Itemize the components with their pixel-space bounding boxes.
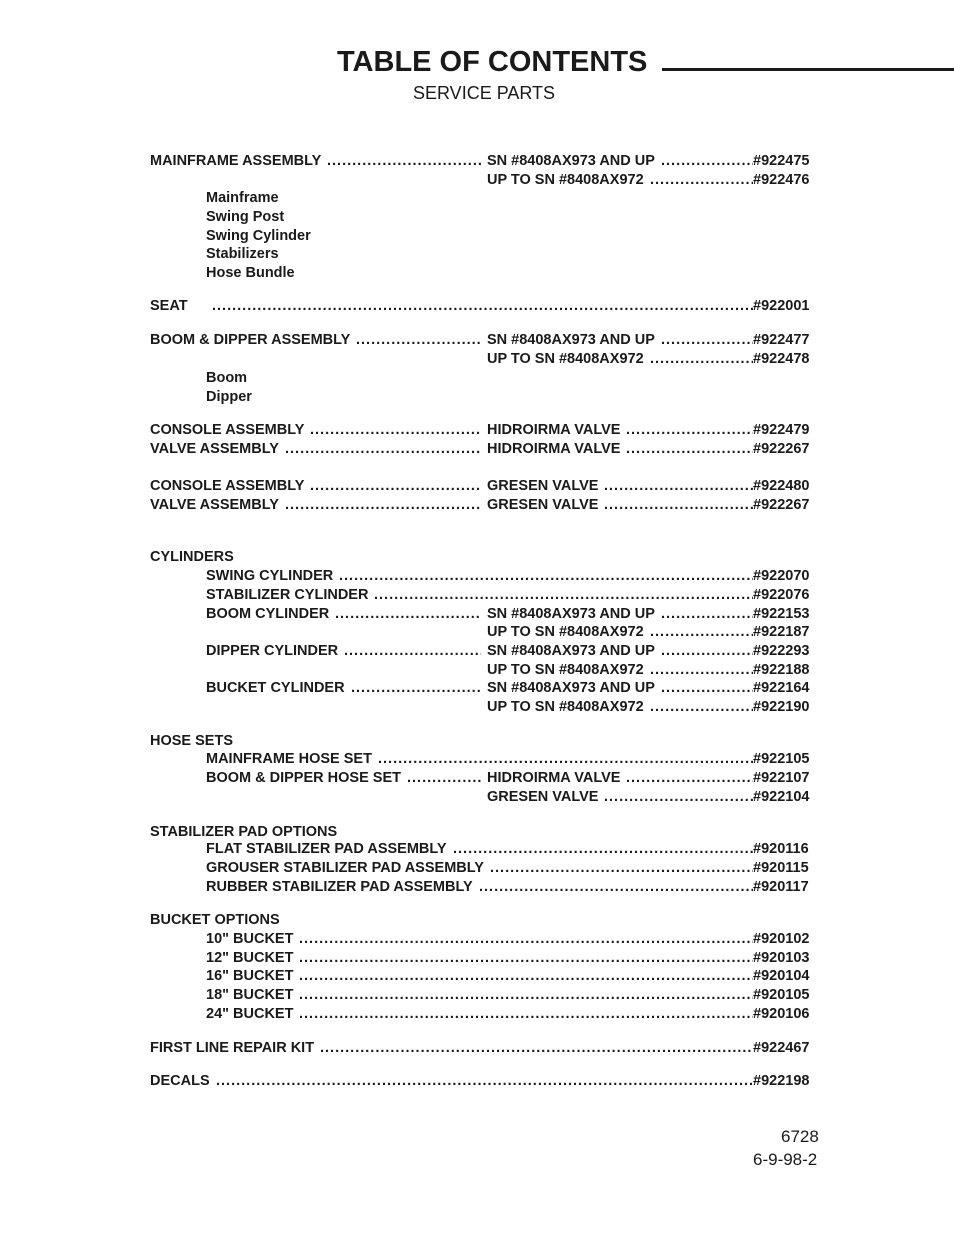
dot-leader — [479, 879, 753, 895]
dot-leader — [650, 351, 753, 367]
toc-entry-label: DECALS — [150, 1073, 210, 1089]
toc-entry-label: BOOM CYLINDER — [206, 606, 330, 622]
part-number: #922467 — [753, 1040, 810, 1056]
component-label: Hose Bundle — [206, 265, 295, 281]
serial-range: UP TO SN #8408AX972 — [487, 351, 644, 367]
dot-leader — [650, 624, 753, 640]
toc-entry-label: MAINFRAME HOSE SET — [206, 751, 372, 767]
part-number: #920103 — [753, 950, 810, 966]
part-number: #922475 — [753, 153, 810, 169]
dot-leader — [299, 950, 753, 966]
dot-leader — [378, 751, 753, 767]
part-number: #920102 — [753, 931, 810, 947]
part-number: #922164 — [753, 680, 810, 696]
dot-leader — [285, 441, 481, 457]
page-title: TABLE OF CONTENTS — [337, 46, 648, 78]
toc-entry-label: RUBBER STABILIZER PAD ASSEMBLY — [206, 879, 473, 895]
toc-entry-label: 12" BUCKET — [206, 950, 294, 966]
dot-leader — [650, 662, 753, 678]
part-number: #922001 — [753, 298, 810, 314]
part-number: #922076 — [753, 587, 810, 603]
dot-leader — [626, 770, 753, 786]
toc-entry-label: STABILIZER CYLINDER — [206, 587, 369, 603]
dot-leader — [490, 860, 753, 876]
toc-entry-label: 18" BUCKET — [206, 987, 294, 1003]
serial-range: UP TO SN #8408AX972 — [487, 699, 644, 715]
dot-leader — [374, 587, 753, 603]
part-number: #922476 — [753, 172, 810, 188]
component-label: Swing Cylinder — [206, 228, 311, 244]
part-number: #920117 — [753, 879, 809, 895]
part-number: #920115 — [753, 860, 809, 876]
dot-leader — [285, 497, 481, 513]
dot-leader — [626, 441, 753, 457]
dot-leader — [320, 1040, 753, 1056]
serial-range: SN #8408AX973 AND UP — [487, 332, 655, 348]
serial-range: SN #8408AX973 AND UP — [487, 643, 655, 659]
toc-entry-label: FIRST LINE REPAIR KIT — [150, 1040, 315, 1056]
doc-number: 6728 — [781, 1127, 819, 1146]
dot-leader — [327, 153, 481, 169]
section-heading: HOSE SETS — [150, 733, 233, 749]
toc-entry-label: MAINFRAME ASSEMBLY — [150, 153, 322, 169]
toc-entry-label: VALVE ASSEMBLY — [150, 441, 279, 457]
serial-range: UP TO SN #8408AX972 — [487, 172, 644, 188]
dot-leader — [650, 172, 753, 188]
dot-leader — [299, 931, 753, 947]
toc-entry-label: DIPPER CYLINDER — [206, 643, 339, 659]
serial-range: SN #8408AX973 AND UP — [487, 153, 655, 169]
part-number: #920106 — [753, 1006, 810, 1022]
revision-code: 6-9-98-2 — [753, 1150, 818, 1169]
dot-leader — [299, 987, 753, 1003]
part-number: #922070 — [753, 568, 810, 584]
page-subtitle: SERVICE PARTS — [413, 83, 556, 103]
toc-entry-label: VALVE ASSEMBLY — [150, 497, 279, 513]
dot-leader — [310, 478, 481, 494]
toc-entry-label: BUCKET CYLINDER — [206, 680, 345, 696]
serial-range: HIDROIRMA VALVE — [487, 770, 621, 786]
part-number: #922267 — [753, 441, 810, 457]
dot-leader — [661, 680, 753, 696]
part-number: #922188 — [753, 662, 810, 678]
serial-range: SN #8408AX973 AND UP — [487, 606, 655, 622]
dot-leader — [661, 332, 753, 348]
dot-leader — [351, 680, 481, 696]
toc-entry-label: 10" BUCKET — [206, 931, 294, 947]
component-label: Swing Post — [206, 209, 285, 225]
serial-range: SN #8408AX973 AND UP — [487, 680, 655, 696]
serial-range: UP TO SN #8408AX972 — [487, 624, 644, 640]
toc-entry-label: BOOM & DIPPER ASSEMBLY — [150, 332, 351, 348]
section-heading: BUCKET OPTIONS — [150, 912, 280, 928]
part-number: #922107 — [753, 770, 810, 786]
part-number: #922477 — [753, 332, 810, 348]
dot-leader — [339, 568, 753, 584]
dot-leader — [650, 699, 753, 715]
dot-leader — [356, 332, 481, 348]
title-rule — [662, 68, 954, 71]
section-heading: STABILIZER PAD OPTIONS — [150, 824, 338, 840]
component-label: Boom — [206, 370, 248, 386]
toc-entry-label: 24" BUCKET — [206, 1006, 294, 1022]
component-label: Stabilizers — [206, 246, 279, 262]
dot-leader — [604, 789, 753, 805]
dot-leader — [661, 153, 753, 169]
part-number: #922153 — [753, 606, 810, 622]
section-heading: CYLINDERS — [150, 549, 234, 565]
dot-leader — [407, 770, 481, 786]
part-number: #922105 — [753, 751, 810, 767]
dot-leader — [310, 422, 481, 438]
dot-leader — [212, 298, 753, 314]
part-number: #922198 — [753, 1073, 810, 1089]
dot-leader — [335, 606, 481, 622]
toc-entry-label: 16" BUCKET — [206, 968, 294, 984]
dot-leader — [661, 643, 753, 659]
part-number: #920104 — [753, 968, 810, 984]
part-number: #920116 — [753, 841, 809, 857]
dot-leader — [344, 643, 481, 659]
part-number: #920105 — [753, 987, 810, 1003]
toc-entry-label: BOOM & DIPPER HOSE SET — [206, 770, 401, 786]
part-number: #922267 — [753, 497, 810, 513]
dot-leader — [626, 422, 753, 438]
dot-leader — [299, 1006, 753, 1022]
dot-leader — [453, 841, 753, 857]
toc-entry-label: SWING CYLINDER — [206, 568, 334, 584]
toc-entry-label: CONSOLE ASSEMBLY — [150, 478, 305, 494]
toc-entry-label: GROUSER STABILIZER PAD ASSEMBLY — [206, 860, 484, 876]
serial-range: HIDROIRMA VALVE — [487, 441, 621, 457]
toc-entry-label: FLAT STABILIZER PAD ASSEMBLY — [206, 841, 447, 857]
toc-entry-label: SEAT — [150, 298, 188, 314]
part-number: #922480 — [753, 478, 810, 494]
component-label: Mainframe — [206, 190, 279, 206]
dot-leader — [604, 497, 753, 513]
part-number: #922293 — [753, 643, 810, 659]
serial-range: GRESEN VALVE — [487, 789, 599, 805]
part-number: #922190 — [753, 699, 810, 715]
part-number: #922187 — [753, 624, 810, 640]
serial-range: HIDROIRMA VALVE — [487, 422, 621, 438]
dot-leader — [216, 1073, 753, 1089]
serial-range: UP TO SN #8408AX972 — [487, 662, 644, 678]
dot-leader — [661, 606, 753, 622]
part-number: #922104 — [753, 789, 810, 805]
serial-range: GRESEN VALVE — [487, 497, 599, 513]
serial-range: GRESEN VALVE — [487, 478, 599, 494]
dot-leader — [604, 478, 753, 494]
part-number: #922479 — [753, 422, 810, 438]
component-label: Dipper — [206, 389, 252, 405]
toc-entry-label: CONSOLE ASSEMBLY — [150, 422, 305, 438]
dot-leader — [299, 968, 753, 984]
part-number: #922478 — [753, 351, 810, 367]
